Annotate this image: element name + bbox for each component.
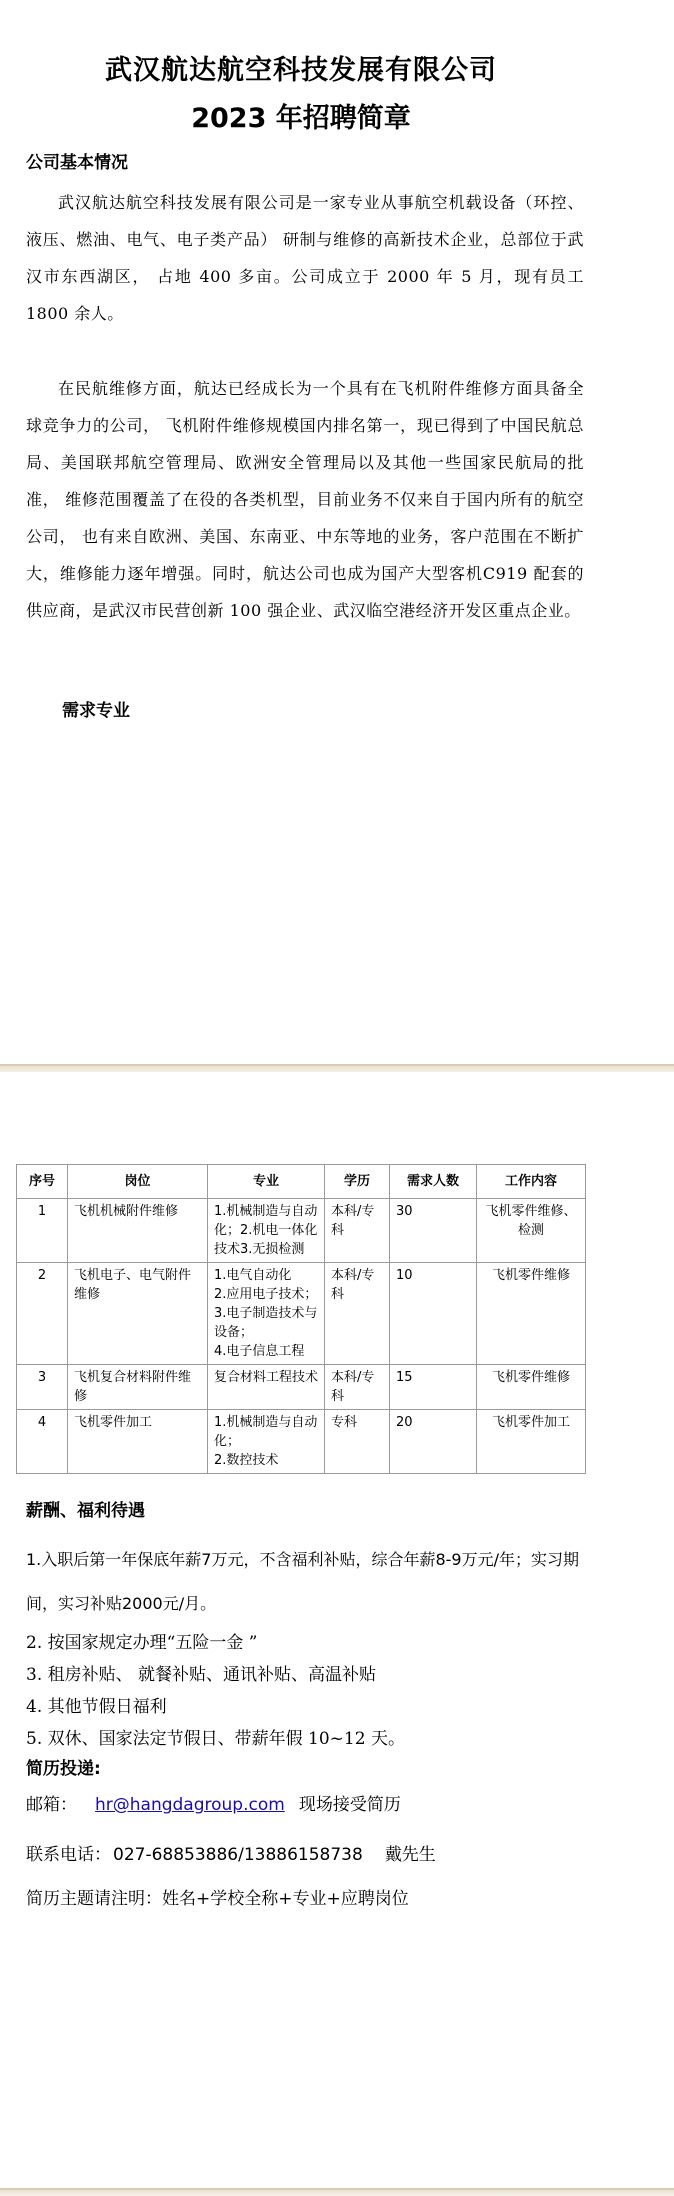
cell-count: 20	[390, 1410, 477, 1474]
cell-education: 本科/专科	[325, 1365, 390, 1410]
cell-no: 1	[17, 1199, 68, 1263]
cell-major	[208, 1263, 325, 1365]
cell-education: 专科	[325, 1410, 390, 1474]
cell-no: 2	[17, 1263, 68, 1365]
table-header-row	[17, 1165, 586, 1199]
table-row	[17, 1365, 586, 1410]
major-line: 复合材料工程技术	[214, 1370, 319, 1385]
company-title: 武汉航达航空科技发展有限公司	[105, 55, 497, 86]
header-no: 序号	[17, 1165, 68, 1199]
company-intro-paragraph: 武汉航达航空科技发展有限公司是一家专业从事航空机载设备（环控、液压、燃油、电气、电子类产品） 研制与维修的高新技术企业，总部位于武汉市东西湖区， 占地 400 多亩。公司成立于 2000 年 5 月，现有员工 1800 余人。	[26, 193, 584, 323]
benefit-item: 2. 按国家规定办理“五险一金 ”	[26, 1633, 258, 1653]
benefit-item: 5. 双休、国家法定节假日、带薪年假 10~12 天。	[26, 1729, 405, 1749]
cell-work: 飞机零件维修	[477, 1263, 586, 1365]
cell-no: 3	[17, 1365, 68, 1410]
cell-position: 飞机复合材料附件维修	[68, 1365, 208, 1410]
major-line: 1.机械制造与自动化；2.机电一体化技术3.无损检测	[214, 1204, 318, 1257]
major-line: 1.电气自动化	[214, 1268, 292, 1283]
benefits-heading: 薪酬、福利待遇	[26, 1501, 145, 1521]
cell-education: 本科/专科	[325, 1263, 390, 1365]
phone-label: 联系电话：	[26, 1845, 111, 1865]
recruitment-title: 2023 年招聘简章	[191, 103, 411, 134]
cell-count: 15	[390, 1365, 477, 1410]
major-line: 3.电子制造技术与设备；	[214, 1306, 318, 1340]
benefit-item: 3. 租房补贴、 就餐补贴、通讯补贴、高温补贴	[26, 1665, 377, 1685]
cell-major	[208, 1199, 325, 1263]
phone-line	[26, 1840, 436, 1865]
page-separator	[0, 2188, 674, 2196]
phone-number: 027-68853886/13886158738	[113, 1845, 363, 1865]
header-work: 工作内容	[477, 1165, 586, 1199]
cell-education: 本科/专科	[325, 1199, 390, 1263]
cell-position: 飞机电子、电气附件维修	[68, 1263, 208, 1365]
major-line: 2.应用电子技术；	[214, 1287, 318, 1302]
jobs-table	[16, 1164, 586, 1474]
benefit-item: 4. 其他节假日福利	[26, 1697, 167, 1717]
cell-position: 飞机零件加工	[68, 1410, 208, 1474]
majors-section-heading: 需求专业	[62, 701, 130, 721]
cell-major	[208, 1410, 325, 1474]
page-1	[0, 0, 674, 1064]
email-link[interactable]: hr@hangdagroup.com	[95, 1795, 285, 1815]
cell-major	[208, 1365, 325, 1410]
company-section-heading: 公司基本情况	[26, 153, 128, 173]
email-line	[26, 1790, 401, 1815]
major-line: 2.数控技术	[214, 1453, 279, 1468]
table-row	[17, 1410, 586, 1474]
header-count: 需求人数	[390, 1165, 477, 1199]
header-education: 学历	[325, 1165, 390, 1199]
table-row	[17, 1199, 586, 1263]
header-major: 专业	[208, 1165, 325, 1199]
cell-work: 飞机零件维修	[477, 1365, 586, 1410]
subject-note: 简历主题请注明：姓名+学校全称+专业+应聘岗位	[26, 1889, 409, 1909]
cell-count: 30	[390, 1199, 477, 1263]
major-line: 4.电子信息工程	[214, 1344, 305, 1359]
email-label: 邮箱：	[26, 1795, 77, 1815]
benefit-item: 1.入职后第一年保底年薪7万元，不含福利补贴，综合年薪8-9万元/年；实习期间，实习补贴2000元/月。	[26, 1550, 579, 1613]
table-row	[17, 1263, 586, 1365]
major-line: 1.机械制造与自动化；	[214, 1415, 318, 1449]
onsite-note: 现场接受简历	[298, 1795, 401, 1815]
cell-no: 4	[17, 1410, 68, 1474]
resume-heading: 简历投递:	[26, 1759, 101, 1779]
cell-work: 飞机零件加工	[477, 1410, 586, 1474]
header-position: 岗位	[68, 1165, 208, 1199]
cell-count: 10	[390, 1263, 477, 1365]
cell-position: 飞机机械附件维修	[68, 1199, 208, 1263]
maintenance-paragraph: 在民航维修方面，航达已经成长为一个具有在飞机附件维修方面具备全球竞争力的公司， 飞机附件维修规模国内排名第一，现已得到了中国民航总局、美国联邦航空管理局、欧洲安全管理局以及其他一些国家民航局的批准， 维修范围覆盖了在役的各类机型，目前业务不仅来自于国内所有的航空公司， 也有来自欧洲、美国、东南亚、中东等地的业务，客户范围在不断扩大，维修能力逐年增强。同时，航达公司也成为国产大型客机C919 配套的供应商，是武汉市民营创新 100 强企业、武汉临空港经济开发区重点企业。	[26, 379, 584, 620]
contact-person: 戴先生	[384, 1845, 436, 1865]
cell-work: 飞机零件维修、检测	[477, 1199, 586, 1263]
